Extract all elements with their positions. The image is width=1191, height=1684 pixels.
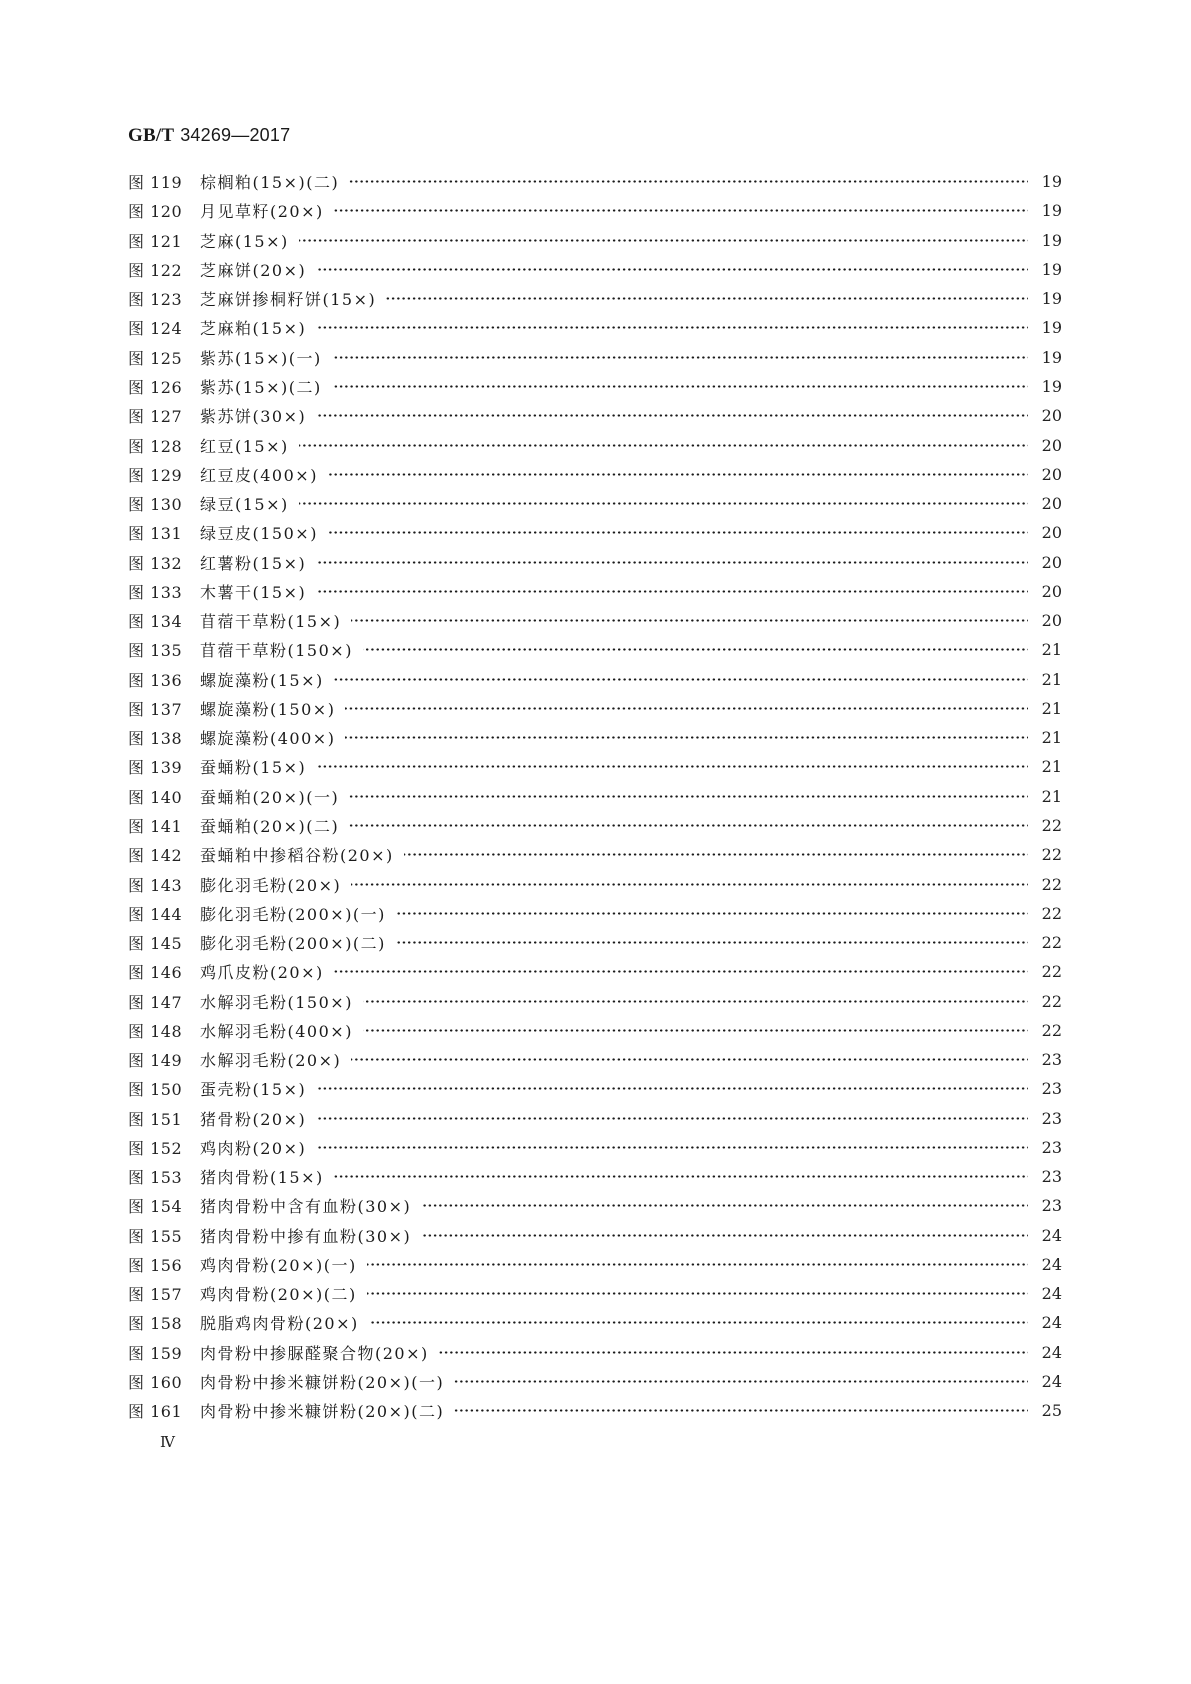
figure-number: 图 161 (128, 1402, 183, 1422)
figure-title: 蚕蛹粉(15×) (200, 758, 307, 778)
page-reference: 20 (1041, 494, 1062, 514)
page-reference: 24 (1041, 1284, 1062, 1304)
toc-entry[interactable] (128, 1074, 1062, 1103)
page-reference: 22 (1041, 1020, 1062, 1040)
toc-entry[interactable] (128, 196, 1062, 225)
page-reference: 19 (1041, 347, 1062, 367)
dot-leader (316, 1133, 1028, 1162)
toc-entry[interactable] (128, 1250, 1062, 1279)
toc-entry[interactable] (128, 547, 1062, 576)
toc-entry[interactable] (128, 928, 1062, 957)
dot-leader (396, 928, 1028, 957)
standard-prefix: GB/T (128, 125, 175, 146)
page-reference: 22 (1041, 903, 1062, 923)
figure-number: 图 132 (128, 553, 183, 573)
dot-leader (345, 694, 1028, 723)
toc-entry[interactable] (128, 167, 1062, 196)
page-reference: 23 (1041, 1196, 1062, 1216)
dot-leader (332, 372, 1028, 401)
page-reference: 24 (1041, 1313, 1062, 1333)
toc-entry[interactable] (128, 401, 1062, 430)
dot-leader (316, 1074, 1028, 1103)
figure-number: 图 137 (128, 699, 183, 719)
dot-leader (454, 1396, 1028, 1425)
page-reference: 20 (1041, 581, 1062, 601)
dot-leader (299, 226, 1028, 255)
page-reference: 20 (1041, 435, 1062, 455)
page-reference: 19 (1041, 289, 1062, 309)
figure-number: 图 150 (128, 1080, 183, 1100)
page-reference: 20 (1041, 406, 1062, 426)
dot-leader (328, 518, 1028, 547)
dot-leader (351, 870, 1028, 899)
toc-entry[interactable] (128, 1396, 1062, 1425)
page-reference: 19 (1041, 230, 1062, 250)
dot-leader (316, 548, 1028, 577)
dot-leader (369, 1308, 1028, 1337)
figure-number: 图 156 (128, 1255, 183, 1275)
figure-title: 膨化羽毛粉(200×)(二) (200, 934, 386, 954)
toc-entry[interactable] (128, 1338, 1062, 1367)
toc-entry[interactable] (128, 1279, 1062, 1308)
dot-leader (349, 167, 1028, 196)
dot-leader (316, 401, 1028, 430)
figure-title: 猪肉骨粉中含有血粉(30×) (200, 1197, 412, 1217)
dot-leader (334, 957, 1028, 986)
toc-entry[interactable] (128, 255, 1062, 284)
figure-title: 绿豆(15×) (200, 495, 289, 515)
page-reference: 24 (1041, 1254, 1062, 1274)
figure-number: 图 160 (128, 1373, 183, 1393)
page-reference: 21 (1041, 640, 1062, 660)
figure-number: 图 120 (128, 202, 183, 222)
toc-entry[interactable] (128, 694, 1062, 723)
toc-entry[interactable] (128, 1191, 1062, 1220)
page-reference: 23 (1041, 1108, 1062, 1128)
page-number: Ⅳ (160, 1435, 175, 1451)
figure-title: 芝麻粕(15×) (200, 319, 307, 339)
figure-number: 图 125 (128, 348, 183, 368)
page-reference: 19 (1041, 201, 1062, 221)
page-reference: 21 (1041, 728, 1062, 748)
dot-leader (351, 606, 1028, 635)
dot-leader (396, 899, 1028, 928)
figure-title: 螺旋藻粉(150×) (200, 699, 336, 719)
figure-number: 图 147 (128, 992, 183, 1012)
dot-leader (334, 196, 1028, 225)
page-reference: 23 (1041, 1167, 1062, 1187)
toc-entry[interactable] (128, 1221, 1062, 1250)
page-reference: 23 (1041, 1137, 1062, 1157)
page-reference: 20 (1041, 464, 1062, 484)
figure-number: 图 129 (128, 465, 183, 485)
figure-number: 图 157 (128, 1285, 183, 1305)
figure-title: 棕榈粕(15×)(二) (200, 173, 340, 193)
dot-leader (421, 1221, 1028, 1250)
figure-number: 图 141 (128, 816, 183, 836)
dot-leader (367, 1279, 1028, 1308)
figure-title: 水解羽毛粉(20×) (200, 1051, 342, 1071)
figure-number: 图 140 (128, 787, 183, 807)
page-reference: 20 (1041, 523, 1062, 543)
dot-leader (299, 431, 1028, 460)
figure-title: 水解羽毛粉(150×) (200, 992, 353, 1012)
toc-entry[interactable] (128, 869, 1062, 898)
dot-leader (351, 1045, 1028, 1074)
figure-title: 芝麻饼掺桐籽饼(15×) (200, 290, 377, 310)
page-reference: 21 (1041, 669, 1062, 689)
dot-leader (345, 723, 1028, 752)
toc-entry[interactable] (128, 1162, 1062, 1191)
toc-entry[interactable] (128, 606, 1062, 635)
page-reference: 22 (1041, 991, 1062, 1011)
figure-title: 鸡肉骨粉(20×)(二) (200, 1285, 357, 1305)
dot-leader (328, 460, 1028, 489)
toc-entry[interactable] (128, 840, 1062, 869)
figure-number: 图 144 (128, 904, 183, 924)
dot-leader (439, 1338, 1028, 1367)
toc-entry[interactable] (128, 1045, 1062, 1074)
figure-number: 图 130 (128, 495, 183, 515)
page-reference: 21 (1041, 698, 1062, 718)
figure-number: 图 133 (128, 582, 183, 602)
figure-number: 图 143 (128, 875, 183, 895)
figure-number: 图 153 (128, 1168, 183, 1188)
figure-number: 图 127 (128, 407, 183, 427)
page-reference: 19 (1041, 318, 1062, 338)
toc-entry[interactable] (128, 518, 1062, 547)
figure-title: 木薯干(15×) (200, 582, 307, 602)
toc-entry[interactable] (128, 313, 1062, 342)
toc-entry[interactable] (128, 635, 1062, 664)
page-reference: 21 (1041, 786, 1062, 806)
dot-leader (334, 1162, 1028, 1191)
figure-number: 图 121 (128, 231, 183, 251)
page-reference: 19 (1041, 376, 1062, 396)
figure-title: 螺旋藻粉(400×) (200, 729, 336, 749)
toc-entry[interactable] (128, 957, 1062, 986)
figure-number: 图 154 (128, 1197, 183, 1217)
dot-leader (299, 489, 1028, 518)
dot-leader (421, 1191, 1028, 1220)
toc-entry[interactable] (128, 899, 1062, 928)
figure-number: 图 126 (128, 377, 183, 397)
page-reference: 20 (1041, 552, 1062, 572)
toc-entry[interactable] (128, 782, 1062, 811)
dot-leader (316, 255, 1028, 284)
figure-number: 图 146 (128, 963, 183, 983)
figure-title: 膨化羽毛粉(20×) (200, 875, 342, 895)
toc-entry[interactable] (128, 665, 1062, 694)
toc-entry[interactable] (128, 226, 1062, 255)
dot-leader (363, 1016, 1028, 1045)
figure-number: 图 142 (128, 846, 183, 866)
figure-title: 肉骨粉中掺米糠饼粉(20×)(一) (200, 1373, 445, 1393)
figure-number: 图 124 (128, 319, 183, 339)
figure-number: 图 151 (128, 1109, 183, 1129)
dot-leader (363, 987, 1028, 1016)
dot-leader (316, 752, 1028, 781)
figure-number: 图 145 (128, 934, 183, 954)
page-reference: 22 (1041, 962, 1062, 982)
toc-entry[interactable] (128, 284, 1062, 313)
dot-leader (332, 343, 1028, 372)
figure-title: 肉骨粉中掺米糠饼粉(20×)(二) (200, 1402, 445, 1422)
dot-leader (363, 635, 1028, 664)
page-reference: 23 (1041, 1050, 1062, 1070)
figure-number: 图 135 (128, 641, 183, 661)
toc-entry[interactable] (128, 577, 1062, 606)
figure-title: 鸡爪皮粉(20×) (200, 963, 324, 983)
page-reference: 21 (1041, 757, 1062, 777)
toc-entry[interactable] (128, 1367, 1062, 1396)
page-reference: 24 (1041, 1225, 1062, 1245)
figure-title: 蚕蛹粕中掺稻谷粉(20×) (200, 846, 394, 866)
standard-number: 34269—2017 (180, 125, 291, 145)
dot-leader (367, 1250, 1028, 1279)
toc-entry[interactable] (128, 372, 1062, 401)
figure-title: 螺旋藻粉(15×) (200, 670, 324, 690)
page-reference: 22 (1041, 845, 1062, 865)
figure-title: 猪肉骨粉中掺有血粉(30×) (200, 1226, 412, 1246)
figure-title: 猪肉骨粉(15×) (200, 1168, 324, 1188)
toc-entry[interactable] (128, 723, 1062, 752)
toc-entry[interactable] (128, 343, 1062, 372)
figure-list (128, 167, 1062, 1425)
figure-number: 图 131 (128, 524, 183, 544)
figure-title: 水解羽毛粉(400×) (200, 1021, 353, 1041)
figure-number: 图 119 (128, 173, 183, 193)
figure-number: 图 152 (128, 1138, 183, 1158)
toc-entry[interactable] (128, 811, 1062, 840)
page-reference: 22 (1041, 874, 1062, 894)
toc-entry[interactable] (128, 460, 1062, 489)
page-reference: 20 (1041, 611, 1062, 631)
dot-leader (386, 284, 1028, 313)
toc-entry[interactable] (128, 1308, 1062, 1337)
document-header (128, 125, 290, 147)
page-reference: 22 (1041, 933, 1062, 953)
dot-leader (316, 313, 1028, 342)
dot-leader (349, 811, 1028, 840)
figure-number: 图 139 (128, 758, 183, 778)
figure-title: 红豆(15×) (200, 436, 289, 456)
page-reference: 24 (1041, 1372, 1062, 1392)
page-reference: 23 (1041, 1079, 1062, 1099)
dot-leader (316, 1104, 1028, 1133)
dot-leader (454, 1367, 1028, 1396)
figure-number: 图 159 (128, 1343, 183, 1363)
figure-title: 紫苏(15×)(一) (200, 348, 322, 368)
figure-title: 鸡肉骨粉(20×)(一) (200, 1255, 357, 1275)
toc-entry[interactable] (128, 752, 1062, 781)
figure-number: 图 134 (128, 612, 183, 632)
figure-title: 紫苏(15×)(二) (200, 377, 322, 397)
figure-title: 芝麻饼(20×) (200, 260, 307, 280)
dot-leader (334, 665, 1028, 694)
figure-number: 图 158 (128, 1314, 183, 1334)
figure-title: 蚕蛹粕(20×)(一) (200, 787, 340, 807)
page-reference: 25 (1041, 1401, 1062, 1421)
dot-leader (316, 577, 1028, 606)
figure-title: 苜蓿干草粉(150×) (200, 641, 353, 661)
figure-number: 图 128 (128, 436, 183, 456)
page-reference: 19 (1041, 172, 1062, 192)
figure-title: 芝麻(15×) (200, 231, 289, 251)
toc-entry[interactable] (128, 1133, 1062, 1162)
figure-title: 月见草籽(20×) (200, 202, 324, 222)
figure-title: 蚕蛹粕(20×)(二) (200, 816, 340, 836)
figure-number: 图 155 (128, 1226, 183, 1246)
figure-title: 绿豆皮(150×) (200, 524, 318, 544)
figure-number: 图 123 (128, 290, 183, 310)
figure-title: 脱脂鸡肉骨粉(20×) (200, 1314, 359, 1334)
figure-title: 红薯粉(15×) (200, 553, 307, 573)
figure-title: 肉骨粉中掺脲醛聚合物(20×) (200, 1343, 429, 1363)
dot-leader (404, 840, 1028, 869)
page-reference: 22 (1041, 815, 1062, 835)
figure-number: 图 149 (128, 1051, 183, 1071)
dot-leader (349, 782, 1028, 811)
figure-title: 猪骨粉(20×) (200, 1109, 307, 1129)
figure-title: 苜蓿干草粉(15×) (200, 612, 342, 632)
figure-number: 图 148 (128, 1021, 183, 1041)
figure-title: 红豆皮(400×) (200, 465, 318, 485)
toc-entry[interactable] (128, 1104, 1062, 1133)
figure-number: 图 122 (128, 260, 183, 280)
figure-number: 图 136 (128, 670, 183, 690)
toc-entry[interactable] (128, 430, 1062, 459)
page-reference: 19 (1041, 259, 1062, 279)
toc-entry[interactable] (128, 1016, 1062, 1045)
page-reference: 24 (1041, 1342, 1062, 1362)
toc-entry[interactable] (128, 986, 1062, 1015)
figure-number: 图 138 (128, 729, 183, 749)
figure-title: 鸡肉粉(20×) (200, 1138, 307, 1158)
figure-title: 蛋壳粉(15×) (200, 1080, 307, 1100)
figure-title: 紫苏饼(30×) (200, 407, 307, 427)
toc-entry[interactable] (128, 489, 1062, 518)
figure-title: 膨化羽毛粉(200×)(一) (200, 904, 386, 924)
